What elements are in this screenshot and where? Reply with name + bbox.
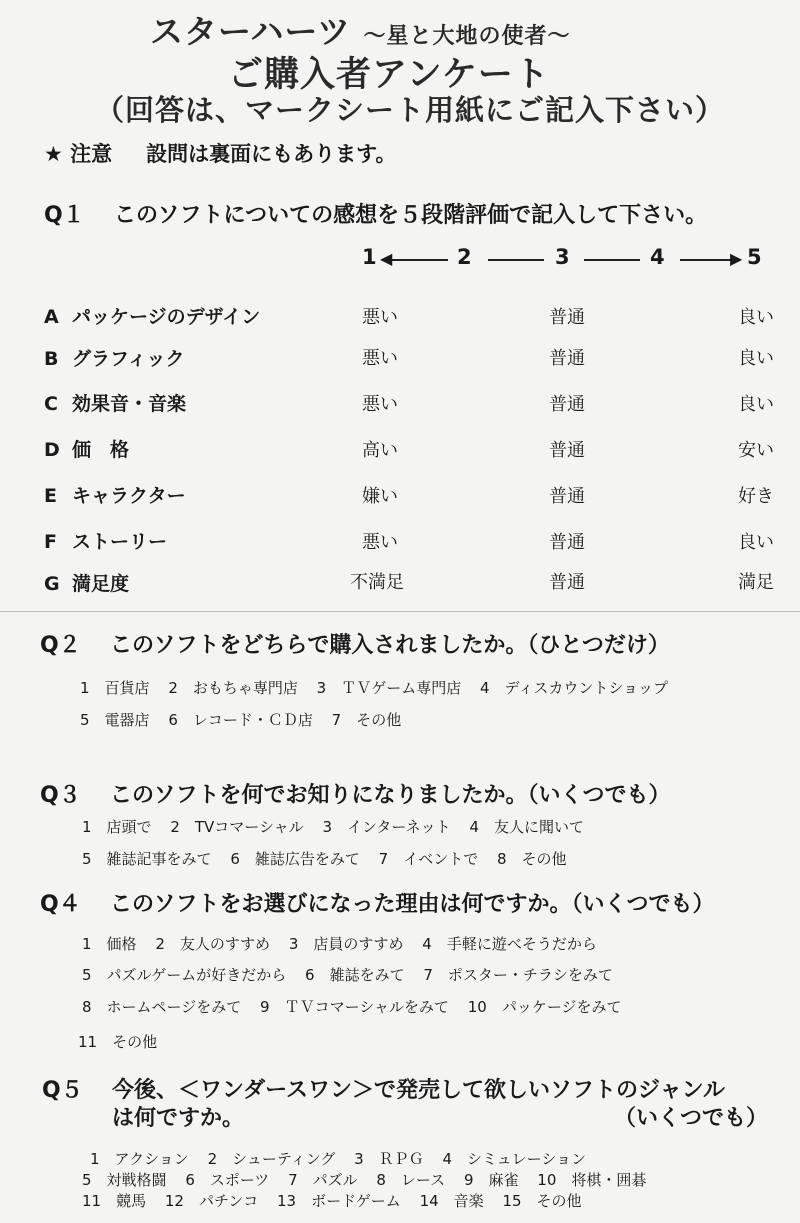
option: 7 その他	[331, 711, 402, 729]
q4-options-line3	[82, 996, 622, 1017]
scale-line	[584, 259, 640, 261]
q3-options-line2	[82, 848, 567, 869]
rating-low: 悪い	[362, 532, 398, 553]
option: 1 百貨店	[80, 679, 150, 697]
row-item: 満足度	[72, 573, 130, 595]
q2-text: このソフトをどちらで購入されましたか。（ひとつだけ）	[110, 633, 670, 658]
option: 6 雑誌広告をみて	[230, 850, 360, 868]
q2-number: Q２	[40, 633, 81, 658]
q4-options-line4	[78, 1031, 157, 1052]
option: 1 店頭で	[82, 818, 152, 836]
option: 1 アクション	[90, 1150, 189, 1168]
option: 11 競馬	[82, 1192, 147, 1210]
option: 3 店員のすすめ	[288, 935, 404, 953]
option: 2 おもちゃ専門店	[168, 679, 298, 697]
option: 2 TVコマーシャル	[170, 818, 304, 836]
q3-number: Q３	[40, 783, 81, 808]
q4-number: Q４	[40, 892, 81, 917]
notice-label: 注意	[70, 142, 113, 166]
scale-label-3: 3	[555, 245, 570, 269]
title-subtitle: ～星と大地の使者～	[363, 24, 571, 49]
rating-mid: 普通	[549, 486, 585, 507]
row-item: グラフィック	[72, 348, 185, 370]
row-letter: B	[44, 348, 59, 370]
q5-options-line3	[82, 1190, 582, 1211]
option: 9 麻雀	[463, 1171, 519, 1189]
scale-label-2: 2	[457, 245, 472, 269]
option: 6 レコード・ＣＤ店	[168, 711, 313, 729]
title-survey: ご購入者アンケート	[228, 55, 550, 95]
q5-options-line1	[90, 1148, 586, 1169]
arrow-left-icon: ◀	[380, 249, 393, 268]
option: 4 手軽に遊べそうだから	[422, 935, 597, 953]
option: 4 シミュレーション	[442, 1150, 587, 1168]
row-label	[44, 302, 260, 329]
option: 9 ＴＶコマーシャルをみて	[260, 998, 449, 1016]
option: 5 パズルゲームが好きだから	[82, 966, 287, 984]
row-letter: G	[44, 573, 60, 595]
rating-low: 高い	[362, 440, 398, 461]
row-letter: C	[44, 393, 58, 415]
fold-line	[0, 611, 800, 612]
row-letter: A	[44, 306, 59, 328]
option: 2 友人のすすめ	[155, 935, 271, 953]
title-instruction: （回答は、マークシート用紙にご記入下さい）	[95, 93, 726, 127]
row-item: 価 格	[72, 439, 130, 461]
option: 2 シューティング	[207, 1150, 336, 1168]
rating-high: 良い	[738, 394, 774, 415]
rating-low: 悪い	[362, 348, 398, 369]
q5-text-line2: は何ですか。	[112, 1106, 245, 1131]
rating-low: 悪い	[362, 394, 398, 415]
row-label	[44, 344, 184, 371]
rating-mid: 普通	[549, 307, 585, 328]
q4-heading	[40, 887, 715, 918]
q5-note: （いくつでも）	[614, 1106, 769, 1131]
q4-text: このソフトをお選びになった理由は何ですか。（いくつでも）	[110, 892, 715, 917]
q3-options-line1	[82, 816, 584, 837]
option: 4 友人に聞いて	[469, 818, 585, 836]
rating-high: 良い	[738, 307, 774, 328]
title-main	[150, 6, 571, 53]
option: 5 対戦格闘	[82, 1171, 167, 1189]
star-icon: ★	[44, 142, 63, 166]
option: 15 その他	[502, 1192, 582, 1210]
scale-line	[680, 259, 734, 261]
option: 5 電器店	[80, 711, 150, 729]
q5-text: 今後、＜ワンダースワン＞で発売して欲しいソフトのジャンル	[112, 1078, 726, 1103]
option: 1 価格	[82, 935, 137, 953]
row-letter: D	[44, 439, 60, 461]
option: 7 パズル	[288, 1171, 358, 1189]
rating-mid: 普通	[549, 394, 585, 415]
row-item: キャラクター	[72, 485, 186, 507]
notice-text: 設問は裏面にもあります。	[146, 142, 397, 166]
option: 3 インターネット	[322, 818, 451, 836]
scale-line	[488, 259, 544, 261]
option: 7 イベントで	[378, 850, 479, 868]
option: 3 ＲＰＧ	[354, 1150, 424, 1168]
rating-low: 不満足	[350, 572, 404, 593]
q4-options-line1	[82, 933, 597, 954]
rating-low: 悪い	[362, 307, 398, 328]
q1-number: Q１	[44, 203, 85, 228]
row-letter: E	[44, 485, 57, 507]
q5-number: Q５	[42, 1078, 83, 1103]
rating-high: 安い	[738, 440, 774, 461]
q2-options-line2	[80, 709, 401, 730]
option: 13 ボードゲーム	[277, 1192, 401, 1210]
scale-label-5: 5	[747, 245, 762, 269]
option: 10 パッケージをみて	[467, 998, 622, 1016]
row-label	[44, 527, 167, 554]
rating-mid: 普通	[549, 532, 585, 553]
q3-heading	[40, 778, 671, 809]
q5-heading	[42, 1073, 725, 1104]
option: 6 スポーツ	[185, 1171, 270, 1189]
option: 8 その他	[496, 850, 567, 868]
option: 12 パチンコ	[164, 1192, 259, 1210]
scale-label-1: 1	[362, 245, 377, 269]
option: 8 レース	[376, 1171, 446, 1189]
rating-high: 良い	[738, 532, 774, 553]
rating-mid: 普通	[549, 440, 585, 461]
title-main-text: スターハーツ	[150, 12, 352, 51]
option: 14 音楽	[419, 1192, 484, 1210]
row-label	[44, 481, 186, 508]
rating-mid: 普通	[549, 572, 585, 593]
scale-label-4: 4	[650, 245, 665, 269]
option: 3 ＴＶゲーム専門店	[316, 679, 462, 697]
rating-high: 満足	[738, 572, 774, 593]
notice	[44, 138, 396, 168]
q5-options-line2	[82, 1169, 646, 1190]
row-label	[44, 389, 186, 416]
option: 6 雑誌をみて	[305, 966, 405, 984]
rating-high: 良い	[738, 348, 774, 369]
option: 11 その他	[78, 1033, 158, 1051]
q1-heading	[44, 198, 707, 229]
rating-high: 好き	[738, 486, 774, 507]
scale-line	[392, 259, 448, 261]
row-label	[44, 569, 129, 596]
row-label	[44, 435, 129, 462]
option: 5 雑誌記事をみて	[82, 850, 212, 868]
rating-mid: 普通	[549, 348, 585, 369]
row-item: 効果音・音楽	[72, 393, 187, 415]
q2-heading	[40, 628, 670, 659]
rating-low: 嫌い	[362, 486, 398, 507]
q1-text: このソフトについての感想を５段階評価で記入して下さい。	[114, 203, 708, 228]
row-item: パッケージのデザイン	[72, 306, 261, 328]
q3-text: このソフトを何でお知りになりましたか。（いくつでも）	[110, 783, 671, 808]
q4-options-line2	[82, 964, 613, 985]
option: 7 ポスター・チラシをみて	[423, 966, 613, 984]
row-item: ストーリー	[72, 531, 168, 553]
row-letter: F	[44, 531, 57, 553]
q2-options-line1	[80, 677, 668, 698]
arrow-right-icon: ▶	[730, 249, 743, 268]
option: 8 ホームページをみて	[82, 998, 242, 1016]
option: 10 将棋・囲碁	[537, 1171, 647, 1189]
option: 4 ディスカウントショップ	[479, 679, 669, 697]
